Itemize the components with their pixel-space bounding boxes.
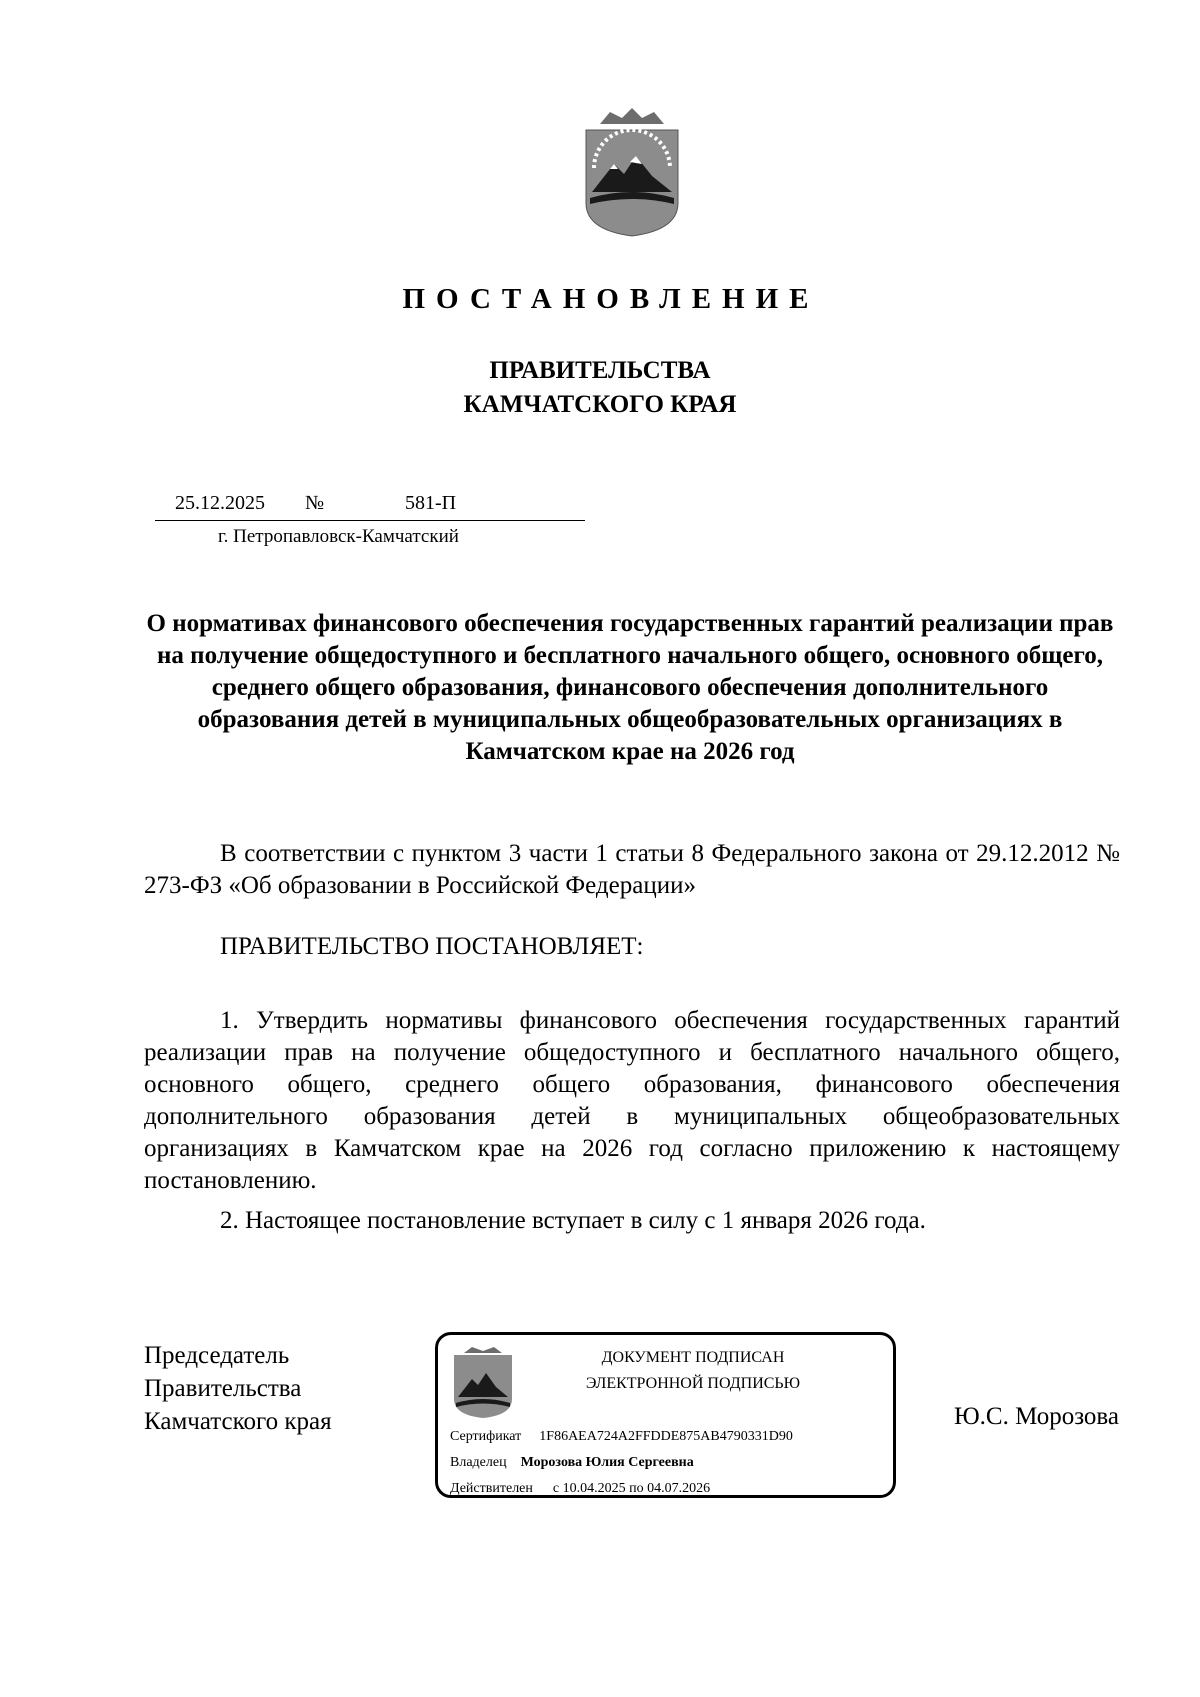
document-type-heading: ПОСТАНОВЛЕНИЕ	[402, 283, 820, 315]
document-date: 25.12.2025	[175, 492, 265, 514]
issuer-line-1: ПРАВИТЕЛЬСТВА	[489, 357, 711, 384]
owner-value: Морозова Юлия Сергеевна	[520, 1455, 694, 1470]
electronic-signature-stamp	[435, 1332, 896, 1498]
stamp-certificate-row	[450, 1429, 793, 1445]
document-title: О нормативах финансового обеспечения государственных гарантий реализации прав на получение общедоступного и бесплатного начального общего, основного общего, среднего общего образования, финансового обеспечения дополнительного образования детей в муниципальных общеобразовательных организациях в Камчатском крае на 2026 год	[146, 610, 1114, 765]
certificate-value: 1F86AEA724A2FFDDE875AB4790331D90	[539, 1429, 793, 1444]
clause-2: 2. Настоящее постановление вступает в силу с 1 января 2026 года.	[220, 1207, 926, 1234]
number-sign: №	[305, 492, 325, 514]
certificate-label: Сертификат	[450, 1429, 522, 1444]
document-number: 581-П	[405, 492, 457, 514]
stamp-owner-row	[450, 1455, 694, 1471]
date-number-line	[155, 490, 585, 521]
resolves-line: ПРАВИТЕЛЬСТВО ПОСТАНОВЛЯЕТ:	[220, 933, 644, 960]
signer-name: Ю.С. Морозова	[953, 1403, 1119, 1430]
stamp-heading-line-2: ЭЛЕКТРОННОЙ ПОДПИСЬЮ	[585, 1375, 801, 1392]
signer-position-line-3: Камчатского края	[144, 1408, 332, 1435]
owner-label: Владелец	[450, 1455, 507, 1470]
issuer-heading	[0, 354, 1200, 422]
validity-label: Действителен	[450, 1481, 533, 1496]
preamble-paragraph: В соответствии с пунктом 3 части 1 статьи 8 Федерального закона от 29.12.2012 № 273-ФЗ «Об образовании в Российской Федерации»	[144, 840, 1120, 899]
stamp-emblem-icon	[450, 1345, 516, 1419]
coat-of-arms-emblem	[578, 108, 686, 238]
clause-1: 1. Утвердить нормативы финансового обеспечения государственных гарантий реализации прав на получение общедоступного и бесплатного начального общего, основного общего, среднего общего образования, финансового обеспечения дополнительного образования детей в муниципальных общеобразовательных организациях в Камчатском крае на 2026 год согласно приложению к настоящему постановлению.	[144, 1007, 1120, 1194]
stamp-validity-row	[450, 1481, 710, 1497]
document-place: г. Петропавловск-Камчатский	[218, 526, 459, 547]
validity-value: с 10.04.2025 по 04.07.2026	[552, 1481, 711, 1496]
signer-position-line-1: Председатель	[144, 1342, 290, 1369]
stamp-heading-line-1: ДОКУМЕНТ ПОДПИСАН	[601, 1349, 785, 1366]
signer-position-line-2: Правительства	[144, 1375, 302, 1402]
issuer-line-2: КАМЧАТСКОГО КРАЯ	[463, 391, 737, 418]
signer-position	[144, 1339, 332, 1438]
